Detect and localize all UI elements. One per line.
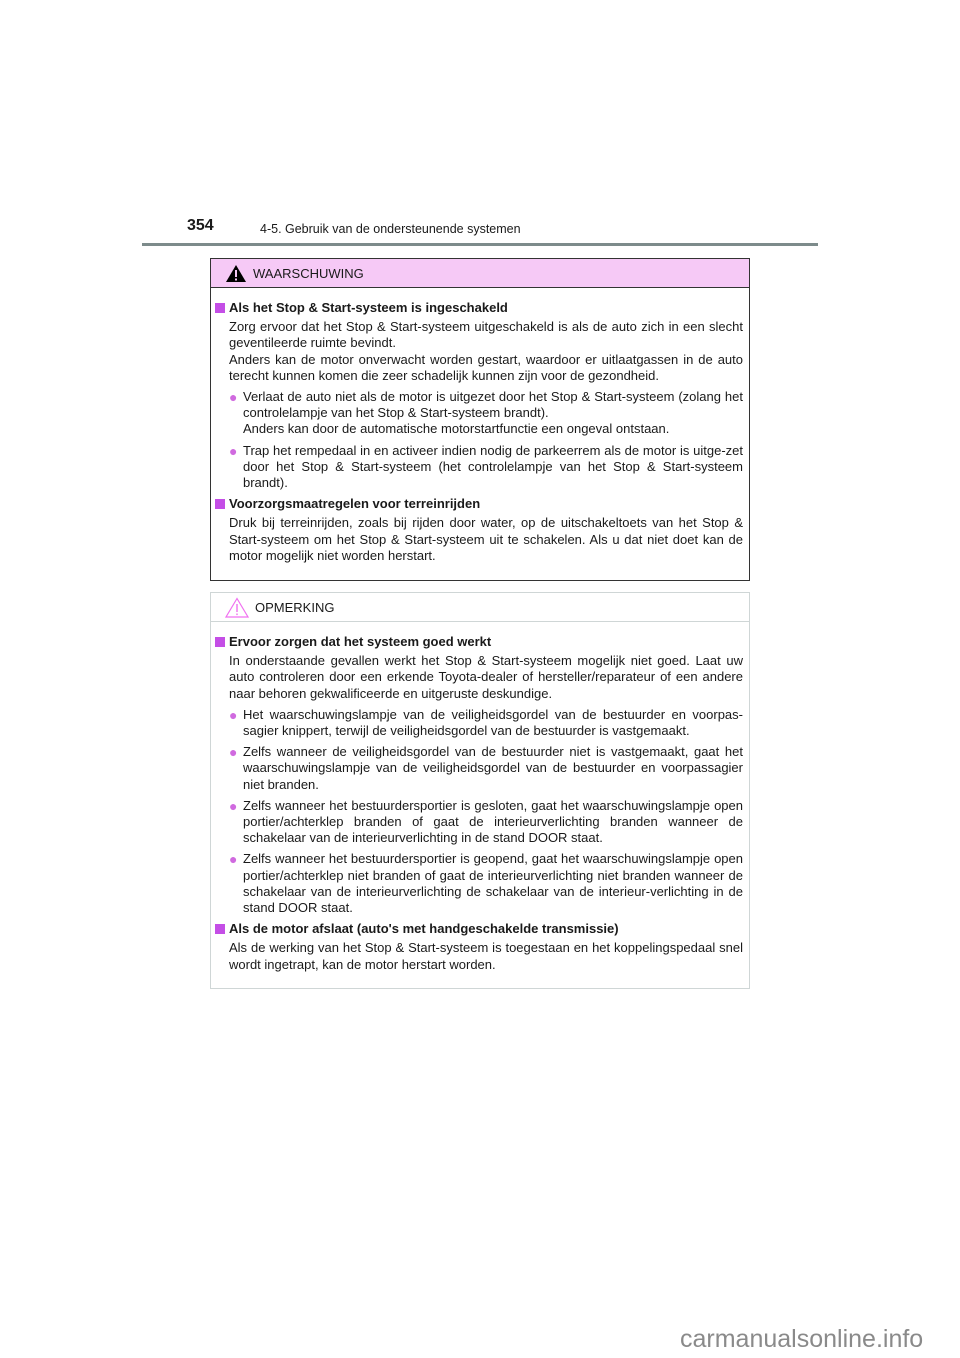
list-item-text: Zelfs wanneer het bestuurdersportier is geopend, gaat het waarschuwingslampje open portier/achterklep niet branden of gaat de interieurverlichting niet branden wanneer de schakelaar van de interieurverlichting de schakelaar van de interieur-verlichting in de stand DOOR staat. — [243, 851, 743, 916]
section-text: Druk bij terreinrijden, zoals bij rijden door water, op de uitschakeltoets van het Stop & Start-systeem om het Stop & Start-systeem uit te schakelen. Als u dat niet doet kan de motor mogelijk niet worden herstart. — [229, 515, 743, 563]
square-bullet-icon — [215, 924, 225, 934]
list-item-text: Trap het rempedaal in en activeer indien nodig de parkeerrem als de motor is uitge-zet door het Stop & Start-systeem (het controlelampje van het Stop & Start-systeem brandt). — [243, 442, 743, 491]
section-text: Zorg ervoor dat het Stop & Start-systeem uitgeschakeld is als de auto zich in een slecht geventileerde ruimte bevindt. Anders kan de motor onverwacht worden gestart, waardoor er uitlaatgassen in de auto terecht kunnen komen die zeer schadelijk kunnen zijn voor de gezondheid. — [229, 319, 743, 383]
circle-bullet-icon: ● — [229, 442, 238, 459]
list-item — [229, 851, 743, 916]
square-bullet-icon — [215, 303, 225, 313]
section-heading: Als de motor afslaat (auto's met handgeschakelde transmissie) — [229, 921, 619, 937]
note-section — [215, 634, 743, 916]
warning-triangle-icon — [225, 264, 247, 283]
list-item-text: Zelfs wanneer de veiligheidsgordel van de bestuurder niet is vastgemaakt, gaat het waarschuwingslampje van de veiligheidsgordel van de bestuurder en voorpassagier niet branden. — [243, 744, 743, 792]
circle-bullet-icon: ● — [229, 797, 238, 814]
warning-title: WAARSCHUWING — [253, 265, 364, 281]
warning-section — [215, 300, 743, 491]
square-bullet-icon — [215, 499, 225, 509]
section-heading: Als het Stop & Start-systeem is ingeschakeld — [229, 300, 508, 315]
circle-bullet-icon: ● — [229, 706, 238, 723]
warning-header — [211, 259, 749, 288]
watermark: carmanualsonline.info — [680, 1325, 924, 1353]
page-number: 354 — [187, 217, 214, 234]
list-item-text: Het waarschuwingslampje van de veiligheidsgordel van de bestuurder en voorpas-sagier knippert, terwijl de veiligheidsgordel van de bestuurder is vastgemaakt. — [243, 706, 743, 739]
list-item — [229, 707, 743, 739]
list-item-text: Zelfs wanneer het bestuurdersportier is gesloten, gaat het waarschuwingslampje open portier/achterklep branden of gaat de interieurverlichting branden wanneer de schakelaar van de interieurverlichting in de stand DOOR staat. — [243, 797, 743, 846]
note-title: OPMERKING — [255, 599, 335, 615]
list-item — [229, 443, 743, 492]
circle-bullet-icon: ● — [229, 851, 238, 868]
circle-bullet-icon: ● — [229, 744, 238, 761]
list-item — [229, 389, 743, 438]
note-header — [211, 593, 749, 622]
caution-triangle-icon — [225, 597, 249, 618]
list-item — [229, 744, 743, 793]
header-rule — [142, 243, 818, 246]
section-heading: Voorzorgsmaatregelen voor terreinrijden — [229, 496, 481, 512]
square-bullet-icon — [215, 637, 225, 647]
section-text: In onderstaande gevallen werkt het Stop & Start-systeem mogelijk niet goed. Laat uw auto controleren door een erkende Toyota-dealer of hersteller/reparateur of een andere naar behoren gekwalificeerde en uitgeruste deskundige. — [229, 653, 743, 701]
circle-bullet-icon: ● — [229, 389, 238, 406]
list-item — [229, 798, 743, 847]
warning-box — [210, 258, 750, 581]
section-heading: Ervoor zorgen dat het systeem goed werkt — [229, 634, 492, 649]
note-section — [215, 921, 743, 973]
section-text: Als de werking van het Stop & Start-systeem is toegestaan en het koppelingspedaal snel wordt ingetrapt, kan de motor herstart worden. — [229, 940, 743, 972]
section-title: 4-5. Gebruik van de ondersteunende systemen — [260, 222, 521, 236]
warning-section — [215, 496, 743, 564]
list-item-text: Verlaat de auto niet als de motor is uitgezet door het Stop & Start-systeem (zolang het controlelampje van het Stop & Start-systeem brandt). Anders kan door de automatische motorstartfunctie een ongeval ontstaan. — [243, 389, 743, 437]
note-box — [210, 592, 750, 989]
